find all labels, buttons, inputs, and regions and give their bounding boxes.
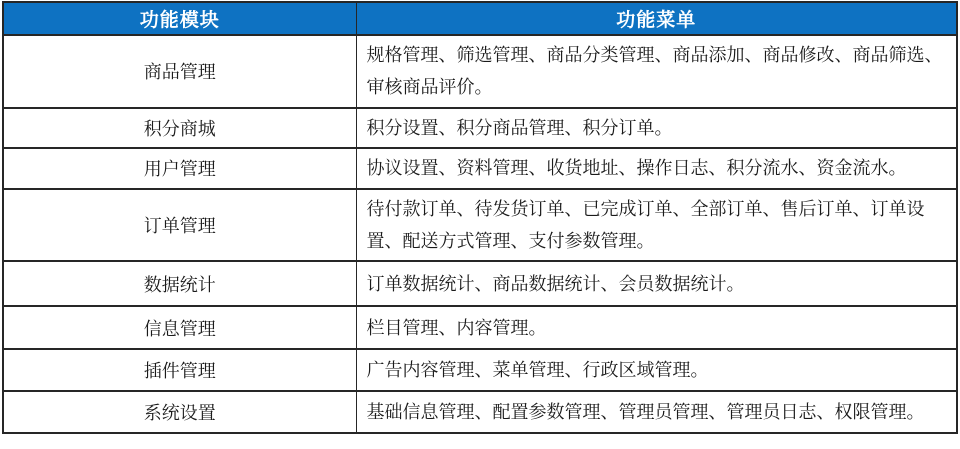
header-cell-module: 功能模块 (3, 2, 356, 35)
table-header-row (3, 2, 957, 35)
module-cell: 商品管理 (3, 35, 356, 108)
module-cell: 数据统计 (3, 261, 356, 306)
table-row (3, 261, 957, 306)
feature-table (2, 1, 958, 434)
table-row (3, 349, 957, 391)
module-cell: 插件管理 (3, 349, 356, 391)
module-cell: 用户管理 (3, 148, 356, 188)
menu-cell: 规格管理、筛选管理、商品分类管理、商品添加、商品修改、商品筛选、审核商品评价。 (356, 35, 957, 108)
table-row (3, 35, 957, 108)
menu-cell: 待付款订单、待发货订单、已完成订单、全部订单、售后订单、订单设置、配送方式管理、支付参数管理。 (356, 189, 957, 262)
table-row (3, 148, 957, 188)
table-row (3, 391, 957, 433)
module-cell: 订单管理 (3, 189, 356, 262)
menu-cell: 广告内容管理、菜单管理、行政区域管理。 (356, 349, 957, 391)
table-row (3, 306, 957, 349)
module-cell: 积分商城 (3, 108, 356, 148)
header-cell-menu: 功能菜单 (356, 2, 957, 35)
menu-cell: 基础信息管理、配置参数管理、管理员管理、管理员日志、权限管理。 (356, 391, 957, 433)
menu-cell: 积分设置、积分商品管理、积分订单。 (356, 108, 957, 148)
module-cell: 信息管理 (3, 306, 356, 349)
menu-cell: 订单数据统计、商品数据统计、会员数据统计。 (356, 261, 957, 306)
menu-cell: 协议设置、资料管理、收货地址、操作日志、积分流水、资金流水。 (356, 148, 957, 188)
table-row (3, 108, 957, 148)
module-cell: 系统设置 (3, 391, 356, 433)
table-row (3, 189, 957, 262)
menu-cell: 栏目管理、内容管理。 (356, 306, 957, 349)
